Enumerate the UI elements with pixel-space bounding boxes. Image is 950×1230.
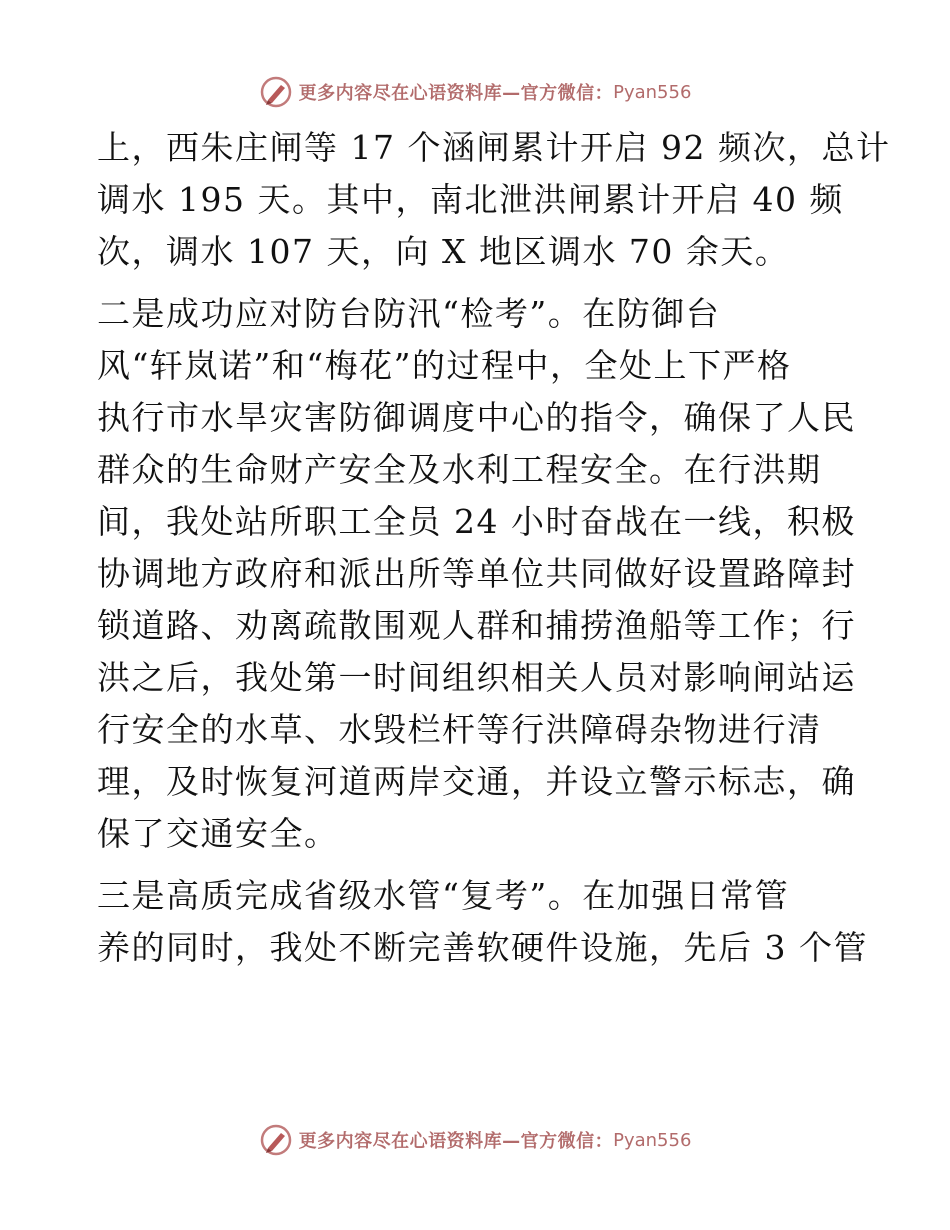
document-body [97,122,891,974]
watermark-main-text: 更多内容尽在心语资料库 [298,1131,503,1152]
text-line: 保了交通安全。 [97,814,339,853]
text-line: 调水 195 天。其中，南北泄洪闸累计开启 40 频 [97,180,844,219]
text-line: 间，我处站所职工全员 24 小时奋战在一线，积极 [97,502,856,541]
text-line: 三是高质完成省级水管“复考”。在加强日常管 [97,876,790,915]
text-line: 协调地方政府和派出所等单位共同做好设置路障封 [97,554,856,593]
text-line: 锁道路、劝离疏散围观人群和捕捞渔船等工作；行 [97,606,856,645]
watermark-separator-text: —官方微信： [502,83,614,104]
text-line: 群众的生命财产安全及水利工程安全。在行洪期 [97,450,822,489]
paragraph-2 [97,288,856,860]
text-line: 风“轩岚诺”和“梅花”的过程中，全处上下严格 [97,346,792,385]
watermark-separator-text: —官方微信： [502,1131,614,1152]
watermark-id-text: Pyan556 [613,81,692,103]
text-line: 上，西朱庄闸等 17 个涵闸累计开启 92 频次，总计 [97,128,891,167]
pen-logo-icon [259,1123,293,1157]
text-line: 次，调水 107 天，向 X 地区调水 70 余天。 [97,232,790,271]
watermark-id-text: Pyan556 [613,1129,692,1151]
pen-logo-icon [259,75,293,109]
text-line: 养的同时，我处不断完善软硬件设施，先后 3 个管 [97,928,868,967]
text-line: 执行市水旱灾害防御调度中心的指令，确保了人民 [97,398,856,437]
watermark-header [0,72,950,112]
text-line: 洪之后，我处第一时间组织相关人员对影响闸站运 [97,658,856,697]
watermark-footer [0,1120,950,1160]
text-line: 理，及时恢复河道两岸交通，并设立警示标志，确 [97,762,856,801]
watermark-main-text: 更多内容尽在心语资料库 [298,83,503,104]
text-line: 行安全的水草、水毁栏杆等行洪障碍杂物进行清 [97,710,822,749]
text-line: 二是成功应对防台防汛“检考”。在防御台 [97,294,721,333]
paragraph-3 [97,870,868,974]
paragraph-1 [97,122,891,278]
